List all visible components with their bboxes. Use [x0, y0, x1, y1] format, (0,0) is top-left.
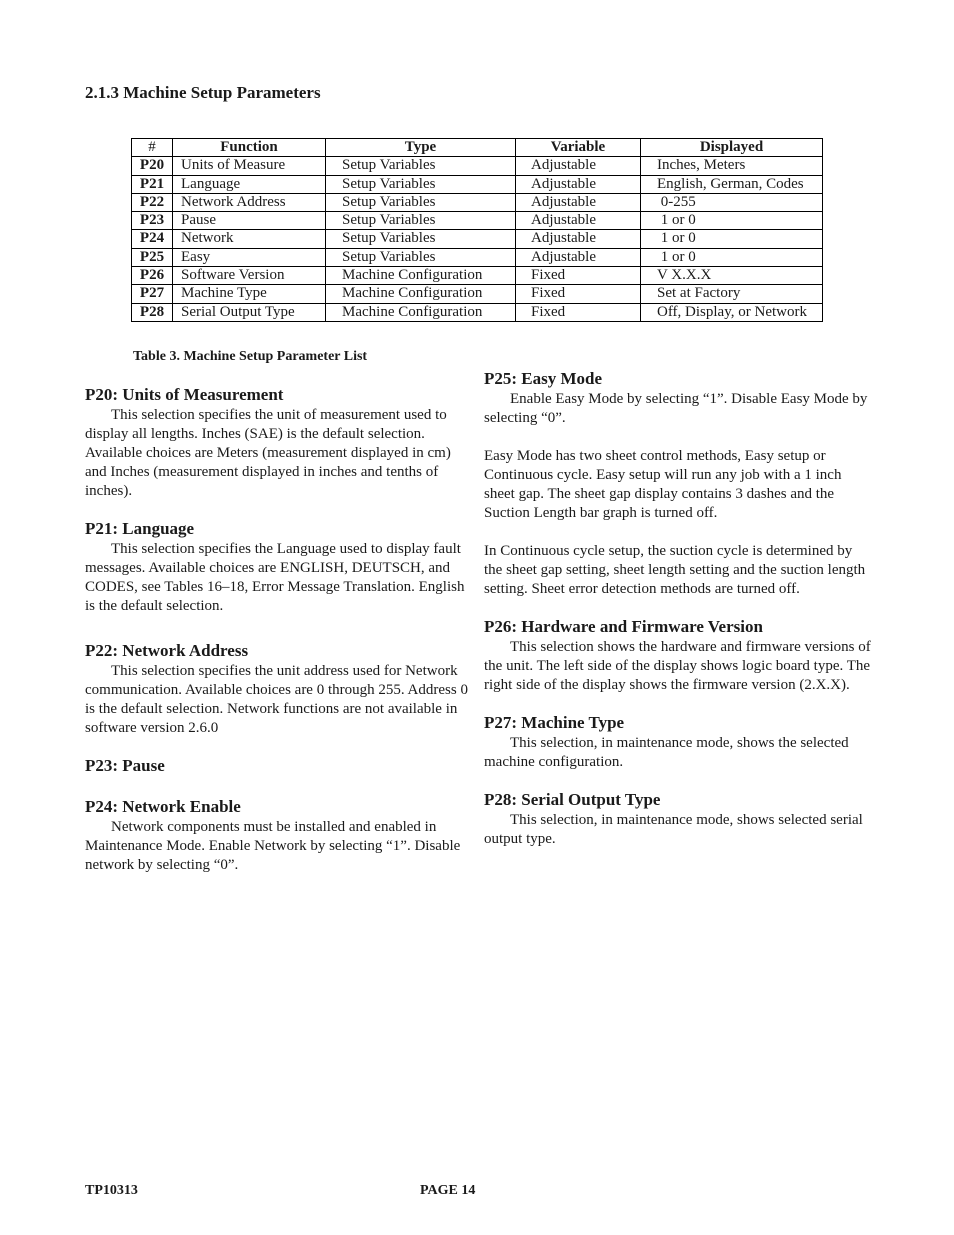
- param-p24-section: [85, 796, 473, 875]
- param-p20-body: This selection specifies the unit of measurement used to display all lengths. Inches (SAE) is the default selection. Available choices are Meters (measurement displayed in cm) and Inches (measurement displayed in inches and tenths of inches).: [85, 407, 451, 499]
- cell-function: Units of Measure: [173, 157, 326, 175]
- table-row: [132, 285, 823, 303]
- cell-type: Machine Configuration: [326, 285, 516, 303]
- cell-type: Machine Configuration: [326, 267, 516, 285]
- cell-variable: Fixed: [516, 267, 641, 285]
- table-row: [132, 267, 823, 285]
- cell-variable: Adjustable: [516, 212, 641, 230]
- param-p26-body: This selection shows the hardware and firmware versions of the unit. The left side of the display shows logic board type. The right side of the display shows the firmware version (2.X.X).: [484, 639, 871, 693]
- section-title: 2.1.3 Machine Setup Parameters: [85, 83, 321, 102]
- cell-variable: Fixed: [516, 285, 641, 303]
- cell-displayed: 0-255: [641, 193, 823, 211]
- cell-function: Pause: [173, 212, 326, 230]
- table-row: [132, 303, 823, 321]
- cell-type: Setup Variables: [326, 193, 516, 211]
- cell-function: Network Address: [173, 193, 326, 211]
- param-p24-body: Network components must be installed and enabled in Maintenance Mode. Enable Network by selecting “1”. Disable network by selecting “0”.: [85, 819, 461, 873]
- cell-variable: Adjustable: [516, 193, 641, 211]
- col-header-function: Function: [173, 139, 326, 157]
- param-p23-section: [85, 755, 473, 777]
- param-p25-body-3: In Continuous cycle setup, the suction cycle is determined by the sheet gap setting, sheet length setting and the suction length setting. Sheet error detection methods are turned off.: [484, 543, 866, 597]
- cell-function: Network: [173, 230, 326, 248]
- cell-number: P24: [132, 230, 173, 248]
- param-p21-body: This selection specifies the Language used to display fault messages. Available choices are ENGLISH, DEUTSCH, and CODES, see Tables 16–18, Error Message Translation. English is the default selection.: [85, 541, 465, 614]
- left-column: [85, 384, 473, 875]
- table-row: [132, 230, 823, 248]
- cell-displayed: V X.X.X: [641, 267, 823, 285]
- cell-displayed: Off, Display, or Network: [641, 303, 823, 321]
- cell-function: Machine Type: [173, 285, 326, 303]
- col-header-variable: Variable: [516, 139, 641, 157]
- footer-doc-id: TP10313: [85, 1183, 138, 1198]
- cell-variable: Adjustable: [516, 248, 641, 266]
- param-p28-heading: P28: Serial Output Type: [484, 790, 661, 809]
- cell-type: Setup Variables: [326, 175, 516, 193]
- cell-variable: Adjustable: [516, 157, 641, 175]
- cell-displayed: Inches, Meters: [641, 157, 823, 175]
- cell-displayed: English, German, Codes: [641, 175, 823, 193]
- param-p26-section: [484, 616, 872, 695]
- cell-number: P26: [132, 267, 173, 285]
- param-p27-heading: P27: Machine Type: [484, 713, 625, 732]
- param-p28-body: This selection, in maintenance mode, shows selected serial output type.: [484, 812, 863, 847]
- param-p25-section: [484, 368, 872, 599]
- cell-function: Easy: [173, 248, 326, 266]
- param-p28-section: [484, 789, 872, 849]
- cell-function: Software Version: [173, 267, 326, 285]
- cell-displayed: 1 or 0: [641, 230, 823, 248]
- cell-number: P20: [132, 157, 173, 175]
- param-p26-heading: P26: Hardware and Firmware Version: [484, 617, 763, 636]
- cell-type: Setup Variables: [326, 212, 516, 230]
- col-header-displayed: Displayed: [641, 139, 823, 157]
- cell-variable: Adjustable: [516, 230, 641, 248]
- param-p22-body: This selection specifies the unit address used for Network communication. Available choices are 0 through 255. Address 0 is the default selection. Network functions are not available in software version 2.6.0: [85, 663, 468, 736]
- cell-type: Setup Variables: [326, 157, 516, 175]
- param-p22-heading: P22: Network Address: [85, 641, 249, 660]
- table-row: [132, 193, 823, 211]
- cell-number: P23: [132, 212, 173, 230]
- cell-function: Serial Output Type: [173, 303, 326, 321]
- param-p25-body-2: Easy Mode has two sheet control methods, Easy setup or Continuous cycle. Easy setup will run any job with a 1 inch sheet gap. The sheet gap display contains 3 dashes and the Suction Length bar graph is turned off.: [484, 448, 842, 521]
- cell-type: Machine Configuration: [326, 303, 516, 321]
- param-p24-heading: P24: Network Enable: [85, 797, 241, 816]
- cell-displayed: 1 or 0: [641, 212, 823, 230]
- param-p20-heading: P20: Units of Measurement: [85, 385, 284, 404]
- cell-displayed: 1 or 0: [641, 248, 823, 266]
- col-header-number: #: [132, 139, 173, 157]
- table-row: [132, 175, 823, 193]
- param-p21-section: [85, 518, 473, 616]
- parameter-table: [131, 138, 823, 322]
- cell-number: P25: [132, 248, 173, 266]
- param-p27-body: This selection, in maintenance mode, shows the selected machine configuration.: [484, 735, 849, 770]
- cell-type: Setup Variables: [326, 230, 516, 248]
- param-p22-section: [85, 640, 473, 738]
- right-column: [484, 368, 872, 849]
- cell-type: Setup Variables: [326, 248, 516, 266]
- param-p25-heading: P25: Easy Mode: [484, 369, 603, 388]
- cell-variable: Adjustable: [516, 175, 641, 193]
- param-p21-heading: P21: Language: [85, 519, 195, 538]
- col-header-type: Type: [326, 139, 516, 157]
- table-row: [132, 248, 823, 266]
- param-p23-heading: P23: Pause: [85, 756, 165, 775]
- cell-number: P28: [132, 303, 173, 321]
- cell-number: P21: [132, 175, 173, 193]
- table-header-row: [132, 139, 823, 157]
- cell-variable: Fixed: [516, 303, 641, 321]
- param-p25-body-1: Enable Easy Mode by selecting “1”. Disable Easy Mode by selecting “0”.: [484, 391, 868, 426]
- cell-number: P22: [132, 193, 173, 211]
- cell-number: P27: [132, 285, 173, 303]
- cell-function: Language: [173, 175, 326, 193]
- table-row: [132, 212, 823, 230]
- footer-page-number: PAGE 14: [420, 1183, 476, 1198]
- cell-displayed: Set at Factory: [641, 285, 823, 303]
- param-p20-section: [85, 384, 473, 501]
- table-caption: Table 3. Machine Setup Parameter List: [133, 349, 368, 364]
- param-p27-section: [484, 712, 872, 772]
- table-row: [132, 157, 823, 175]
